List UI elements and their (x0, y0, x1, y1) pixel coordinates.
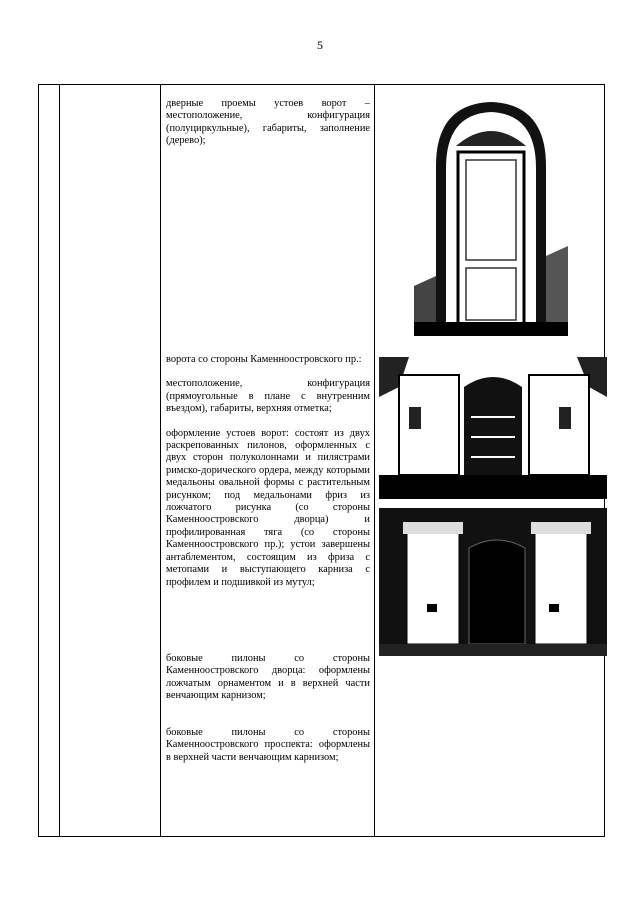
row-text-gates (166, 354, 370, 589)
page-number: 5 (317, 38, 323, 52)
gates-photo-prospect (379, 357, 607, 499)
column-divider (160, 85, 161, 836)
side-pylons-prospect-text: боковые пилоны со стороны Каменноостровского проспекта: оформлены в верхней части венчающим карнизом; (166, 727, 370, 763)
column-divider (374, 85, 375, 836)
door-photo (414, 96, 568, 336)
gates-decoration-text: оформление устоев ворот: состоят из двух раскрепованных пилонов, оформленных с двух сторон полуколоннами и пилястрами римско-дорического ордера, между которыми медальоны овальной формы с растительным рисунком; под медальонами фриз из ложчатого рисунка (со стороны Каменноостровского дворца) и профилированная тяга (со стороны Каменноостровского пр.); устои завершены антаблементом, состоящим из фриза с метопами и выступающего карниза с профилем и подшивкой из мутул; (166, 427, 370, 588)
door-openings-text: дверные проемы устоев ворот – местоположение, конфигурация (полуциркульные), габариты, заполнение (дерево); (166, 98, 370, 147)
column-divider (59, 85, 60, 836)
row-text-door-openings (166, 98, 370, 148)
row-text-side-pylons-palace (166, 653, 370, 703)
side-pylons-palace-text: боковые пилоны со стороны Каменноостровского дворца: оформлены ложчатым орнаментом и в верхней части венчающим карнизом; (166, 653, 370, 702)
gates-title-text: ворота со стороны Каменноостровского пр.: (166, 354, 362, 365)
gates-photo-palace (379, 508, 607, 656)
gates-location-text: местоположение, конфигурация (прямоугольные в плане с внутренним въездом), габариты, верхняя отметка; (166, 378, 370, 415)
row-text-side-pylons-prospect (166, 727, 370, 764)
